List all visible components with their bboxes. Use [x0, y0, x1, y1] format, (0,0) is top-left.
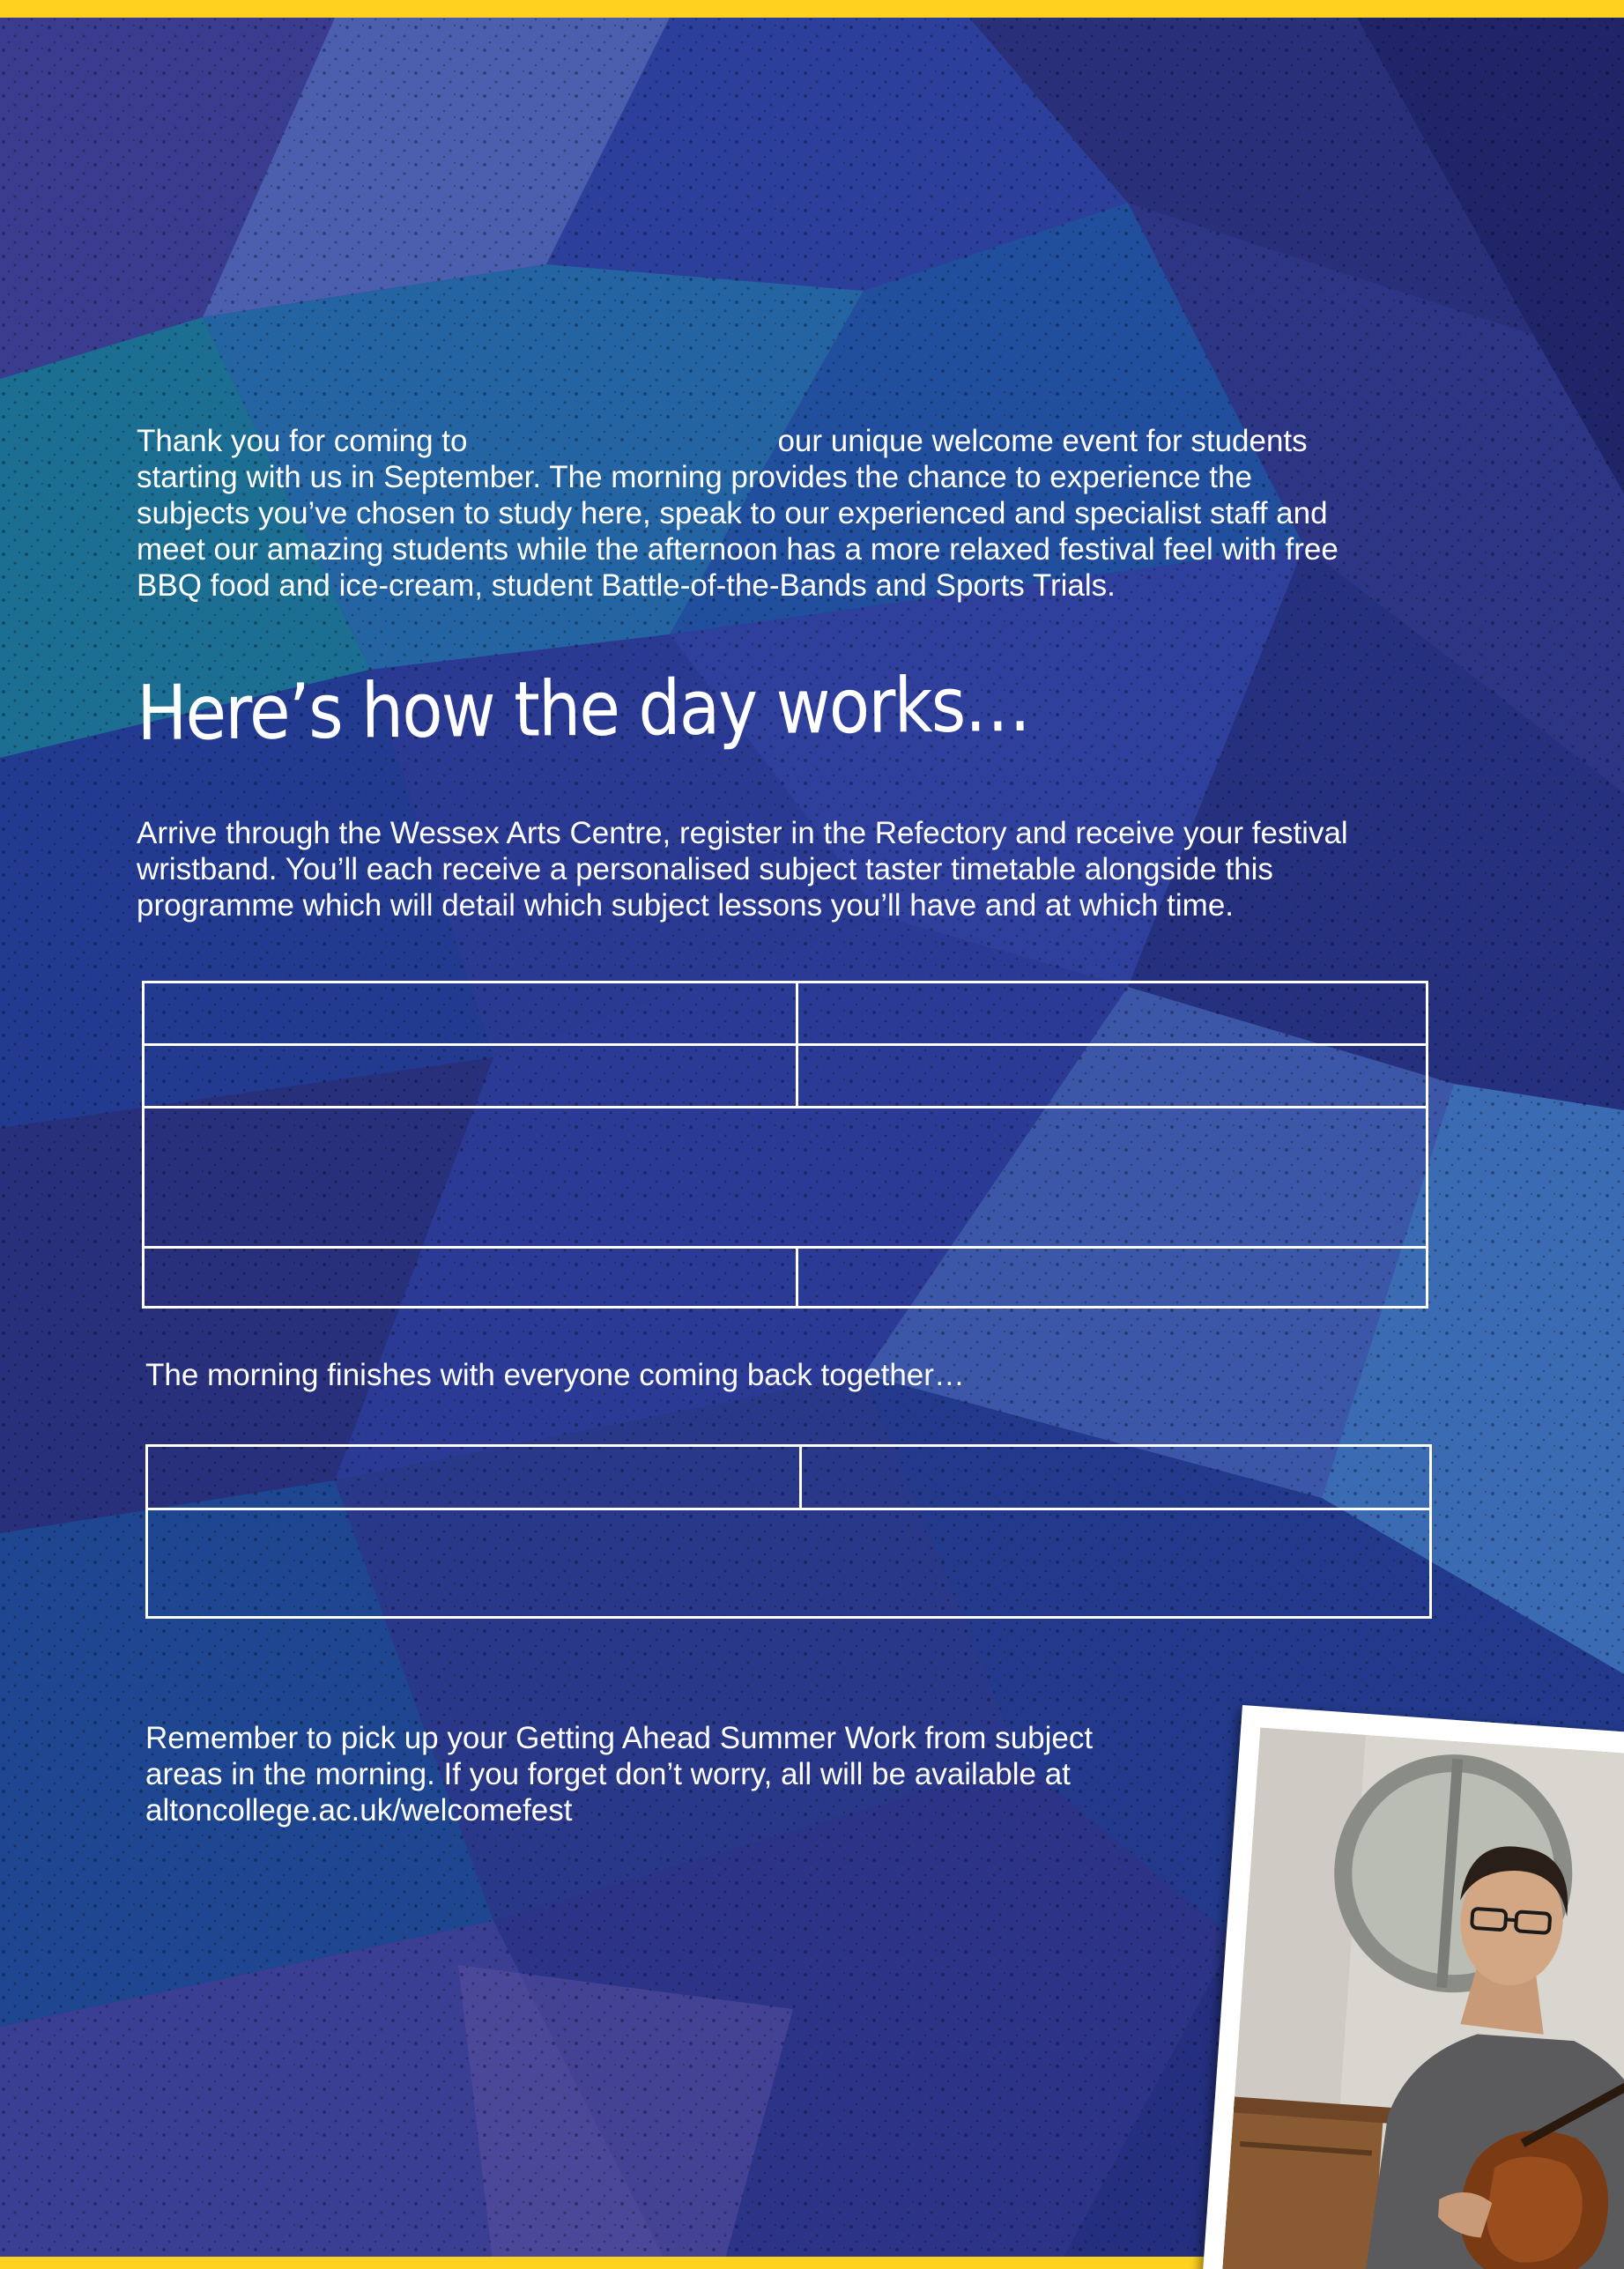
intro-line-5: BBQ food and ice-cream, student Battle-of-the-Bands and Sports Trials. — [137, 568, 1116, 603]
arrival-line-1: Arrive through the Wessex Arts Centre, register in the Refectory and receive your festival — [137, 816, 1348, 850]
intro-line-3: subjects you’ve chosen to study here, speak to our experienced and specialist staff and — [137, 496, 1328, 530]
top-accent-stripe — [0, 0, 1624, 18]
table-column-divider — [799, 1447, 802, 1509]
reminder-website-url: altoncollege.ac.uk/welcomefest — [145, 1793, 573, 1828]
summer-work-reminder — [145, 1720, 1247, 1828]
arrival-line-3: programme which will detail which subject lessons you’ll have and at which time. — [137, 888, 1235, 923]
intro-paragraph — [137, 423, 1458, 604]
reminder-line-1: Remember to pick up your Getting Ahead Summer Work from subject — [145, 1721, 1094, 1755]
table-row-divider — [145, 1043, 1426, 1046]
morning-schedule-table — [142, 981, 1428, 1309]
arrival-line-2: wristband. You’ll each receive a personalised subject taster timetable alongside this — [137, 852, 1273, 886]
student-with-violin-photo — [1221, 1727, 1624, 2269]
intro-line-4: meet our amazing students while the afternoon has a more relaxed festival feel with free — [137, 532, 1339, 567]
table-row-divider — [145, 1106, 1426, 1109]
student-photo-frame — [1199, 1705, 1624, 2269]
intro-line-1: Thank you for coming to our unique welcome event for students — [137, 424, 1308, 458]
morning-finish-text: The morning finishes with everyone coming back together… — [145, 1358, 965, 1392]
arrival-paragraph — [137, 815, 1476, 923]
intro-line-2: starting with us in September. The morning provides the chance to experience the — [137, 460, 1252, 494]
table-column-divider — [796, 983, 798, 1106]
closing-schedule-table — [145, 1444, 1432, 1619]
section-heading: Here’s how the day works… — [137, 660, 1030, 758]
table-column-divider — [796, 1246, 798, 1309]
table-row-divider — [148, 1508, 1429, 1510]
reminder-line-2: areas in the morning. If you forget don’t worry, all will be available at — [145, 1757, 1071, 1791]
table-row-divider — [145, 1246, 1426, 1249]
